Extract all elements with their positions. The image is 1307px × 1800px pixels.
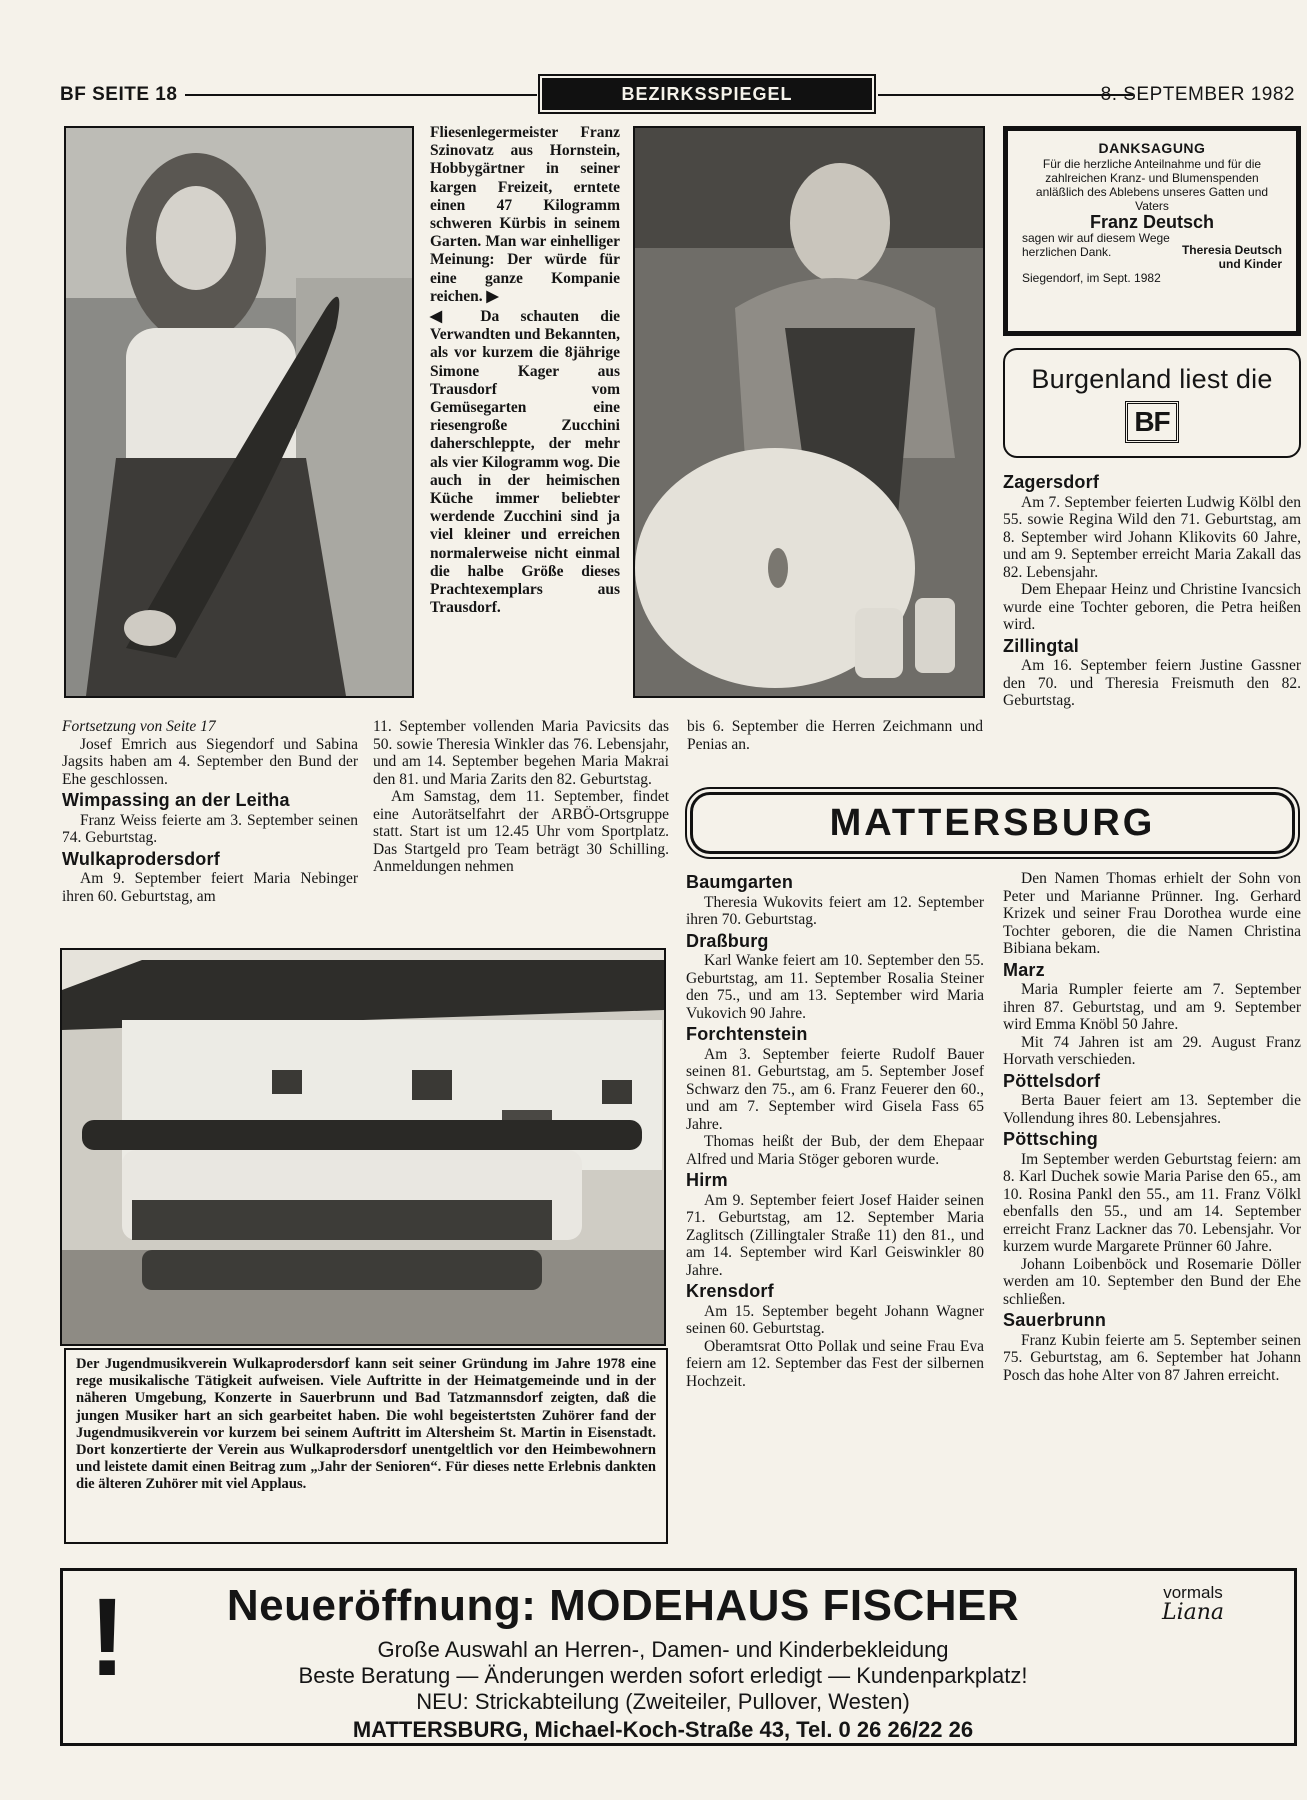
header-rule-left bbox=[185, 94, 537, 96]
news-paragraph: Am 7. September feierten Ludwig Kölbl den 55. sowie Regina Wild den 71. Geburtstag, am 8. September wird Johann Klikovits 60 Jahre, und am 9. September erreicht Maria Zakall das 82. Lebensjahr. bbox=[1003, 493, 1301, 581]
header-rule-right bbox=[878, 94, 1133, 96]
news-paragraph: Im September werden Geburtstag feiern: am 8. Karl Duchek sowie Maria Parise den 65., am 10. Rosina Pankl den 55., am 11. Franz Völkl ebenfalls den 55., und am 14. September erreicht Franz Lackner das 70. Lebensjahr. Vor kurzem wurde Margarete Prünner 60 Jahre. bbox=[1003, 1150, 1301, 1255]
page-number: BF SEITE 18 bbox=[60, 84, 178, 105]
news-paragraph: Am Samstag, dem 11. September, findet eine Autorätselfahrt der ARBÖ-Ortsgruppe statt. Start ist um 12.45 Uhr vom Sportplatz. Das Startgeld pro Team beträgt 30 Schilling. Anmeldungen nehmen bbox=[373, 788, 669, 875]
issue-date: 8. SEPTEMBER 1982 bbox=[1100, 84, 1295, 105]
story-kuerbis bbox=[430, 124, 620, 617]
story-paragraph: ◀ Da schauten die Verwandten und Bekannten, als vor kurzem die 8jährige Simone Kager aus Trausdorf vom Gemüsegarten eine riesengroße Zucchini daherschleppte, der mehr als vier Kilogramm wog. Die auch in der heimischen Küche immer beliebter werdende Zucchini sind ja viel kleiner und erreichen normalerweise nicht einmal die halbe Größe dieses Prachtexemplars aus Trausdorf. bbox=[430, 308, 620, 617]
masthead: BEZIRKSSPIEGEL bbox=[542, 78, 872, 110]
ad-vormals: vormals bbox=[1163, 1583, 1223, 1602]
photo-music-group bbox=[60, 948, 666, 1346]
news-paragraph: Oberamtsrat Otto Pollak und seine Frau Eva feiern am 12. September das Fest der silbernen Hochzeit. bbox=[686, 1337, 984, 1390]
news-paragraph: Am 9. September feiert Josef Haider seinen 71. Geburtstag, am 12. September Maria Zaglitsch (Zillingtaler Straße 11) den 81., und am 14. September wird Karl Geiswinkler 80 Jahre. bbox=[686, 1191, 984, 1279]
promo-text: Burgenland liest die bbox=[1031, 364, 1273, 394]
heading-wulkaprodersdorf: Wulkaprodersdorf bbox=[62, 848, 220, 869]
heading-hirm: Hirm bbox=[686, 1170, 728, 1190]
ad-modehaus-fischer bbox=[60, 1568, 1297, 1746]
mattersburg-column-2 bbox=[1003, 870, 1301, 1384]
news-paragraph: Am 9. September feiert Maria Nebinger ihren 60. Geburtstag, am bbox=[62, 870, 358, 905]
news-paragraph: Franz Kubin feierte am 5. September seinen 75. Geburtstag, am 6. September hat Johann Posch das hohe Alter von 87 Jahren erreicht. bbox=[1003, 1331, 1301, 1384]
promo-box bbox=[1003, 348, 1301, 458]
heading-sauerbrunn: Sauerbrunn bbox=[1003, 1310, 1107, 1330]
news-paragraph: Maria Rumpler feierte am 7. September ihren 87. Geburtstag, und am 9. September wird Emma Knöbl 50 Jahre. bbox=[1003, 981, 1301, 1033]
ad-line: Beste Beratung — Änderungen werden sofort erledigt — Kundenparkplatz! bbox=[298, 1663, 1028, 1688]
news-paragraph: Am 15. September begeht Johann Wagner seinen 60. Geburtstag. bbox=[686, 1302, 984, 1337]
heading-krensdorf: Krensdorf bbox=[686, 1281, 774, 1301]
news-paragraph: Am 16. September feiern Justine Gassner den 70. und Theresia Freismuth den 82. Geburtstag. bbox=[1003, 657, 1301, 709]
danksagung-place: Siegendorf, im Sept. 1982 bbox=[1022, 271, 1161, 285]
heading-zagersdorf: Zagersdorf bbox=[1003, 472, 1100, 492]
photo-girl-zucchini bbox=[64, 126, 414, 698]
ad-line: Große Auswahl an Herren-, Damen- und Kinderbekleidung bbox=[377, 1637, 949, 1662]
news-paragraph: Mit 74 Jahren ist am 29. August Franz Horvath verschieden. bbox=[1003, 1033, 1301, 1068]
heading-poettelsdorf: Pöttelsdorf bbox=[1003, 1070, 1101, 1091]
music-caption bbox=[64, 1348, 668, 1544]
danksagung-notice bbox=[1003, 126, 1301, 336]
news-paragraph: Josef Emrich aus Siegendorf und Sabina Jagsits haben am 4. September den Bund der Ehe geschlossen. bbox=[62, 735, 358, 788]
news-paragraph: Theresia Wukovits feiert am 12. September ihren 70. Geburtstag. bbox=[686, 893, 984, 928]
heading-marz: Marz bbox=[1003, 959, 1045, 980]
news-paragraph: Den Namen Thomas erhielt der Sohn von Peter und Marianne Prünner. Ing. Gerhard Krizek und seiner Frau Dorothea wurde eine Tochter geboren, die die Namen Christina Bibiana bekam. bbox=[1003, 870, 1301, 957]
heading-drassburg: Draßburg bbox=[686, 930, 769, 951]
lower-right-fragment bbox=[687, 718, 983, 753]
page-header bbox=[60, 78, 1295, 114]
ad-liana-logo: Liana bbox=[1161, 1600, 1224, 1625]
news-paragraph: Berta Bauer feiert am 13. September die Vollendung ihres 80. Lebensjahres. bbox=[1003, 1092, 1301, 1127]
danksagung-title: DANKSAGUNG bbox=[1098, 140, 1206, 156]
news-paragraph: Franz Weiss feierte am 3. September seinen 74. Geburtstag. bbox=[62, 811, 358, 846]
danksagung-signature: Theresia Deutsch bbox=[1181, 243, 1282, 257]
danksagung-text: Für die herzliche Anteilnahme und für die zahlreichen Kranz- und Blumenspenden anläßlich des Ablebens unseres Gatten und Vaters bbox=[1035, 157, 1269, 213]
danksagung-signature: und Kinder bbox=[1218, 257, 1282, 271]
news-paragraph: bis 6. September die Herren Zeichmann und Penias an. bbox=[687, 718, 983, 753]
exclamation-mark: ! bbox=[89, 1576, 126, 1699]
heading-zillingtal: Zillingtal bbox=[1003, 635, 1079, 656]
ad-title: Neueröffnung: MODEHAUS FISCHER bbox=[226, 1581, 1020, 1630]
mattersburg-column-1 bbox=[686, 870, 984, 1390]
story-paragraph: Fliesenlegermeister Franz Szinovatz aus Hornstein, Hobbygärtner in seiner kargen Freizeit, erntete einen 47 Kilogramm schweren Kürbis in seinem Garten. Man war einhelliger Meinung: Der würde für eine ganze Kompanie reichen. ▶ bbox=[430, 124, 620, 305]
photo-man-pumpkin bbox=[633, 126, 985, 698]
heading-baumgarten: Baumgarten bbox=[686, 872, 794, 892]
ad-previous-name bbox=[1162, 1583, 1224, 1623]
lower-middle-column bbox=[373, 718, 669, 876]
ad-line: NEU: Strickabteilung (Zweiteiler, Pullover, Westen) bbox=[416, 1689, 910, 1714]
news-paragraph: Dem Ehepaar Heinz und Christine Ivancsich wurde eine Tochter geboren, die Petra heißen wird. bbox=[1003, 581, 1301, 633]
danksagung-thanks: sagen wir auf diesem Wege herzlichen Dank. bbox=[1022, 231, 1170, 259]
bf-logo: BF bbox=[1125, 401, 1178, 443]
danksagung-name: Franz Deutsch bbox=[1089, 212, 1215, 232]
news-paragraph: Am 3. September feierte Rudolf Bauer seinen 81. Geburtstag, am 5. September Josef Schwarz den 75., am 6. Franz Feuerer den 60., und am 7. September wird Gisela Fass 65 Jahre. bbox=[686, 1045, 984, 1133]
mattersburg-banner: MATTERSBURG bbox=[690, 792, 1295, 854]
heading-poettsching: Pöttsching bbox=[1003, 1129, 1098, 1149]
music-caption-text: Der Jugendmusikverein Wulkaprodersdorf kann seit seiner Gründung im Jahre 1978 eine rege musikalische Tätigkeit aufweisen. Viele Auftritte in der Heimatgemeinde und in der näheren Umgebung, Konzerte in Sauerbrunn und Bad Tatzmannsdorf zeigten, daß die jungen Musiker hart an sich gearbeitet haben. Die wohl begeistertsten Zuhörer fand der Jugendmusikverein vor kurzem bei seinem Auftritt im Altersheim St. Martin in Eisenstadt. Dort konzertierte der Verein aus Wulkaprodersdorf unentgeltlich vor den Heimbewohnern und leistete damit einen Beitrag zum „Jahr der Senioren“. Für dieses nette Erlebnis dankten die älteren Zuhörer mit viel Applaus. bbox=[76, 1356, 656, 1493]
news-paragraph: Johann Loibenböck und Rosemarie Döller werden am 10. September den Bund der Ehe schließen. bbox=[1003, 1255, 1301, 1308]
ad-address: MATTERSBURG, Michael-Koch-Straße 43, Tel. 0 26 26/22 26 bbox=[352, 1717, 974, 1742]
heading-forchtenstein: Forchtenstein bbox=[686, 1024, 808, 1044]
lower-left-column bbox=[62, 718, 358, 905]
continuation-note: Fortsetzung von Seite 17 bbox=[62, 718, 216, 735]
news-paragraph: Karl Wanke feiert am 10. September den 55. Geburtstag, am 11. September Rosalia Steiner den 75., und am 13. September wird Maria Vukovich 90 Jahre. bbox=[686, 952, 984, 1022]
news-paragraph: 11. September vollenden Maria Pavicsits das 50. sowie Theresia Winkler das 76. Lebensjahr, und am 14. September begehen Maria Makrai den 81. und Maria Zarits den 82. Geburtstag. bbox=[373, 718, 669, 788]
news-paragraph: Thomas heißt der Bub, der dem Ehepaar Alfred und Maria Stöger geboren wurde. bbox=[686, 1133, 984, 1168]
right-column-news bbox=[1003, 470, 1301, 710]
heading-wimpassing: Wimpassing an der Leitha bbox=[62, 790, 290, 810]
